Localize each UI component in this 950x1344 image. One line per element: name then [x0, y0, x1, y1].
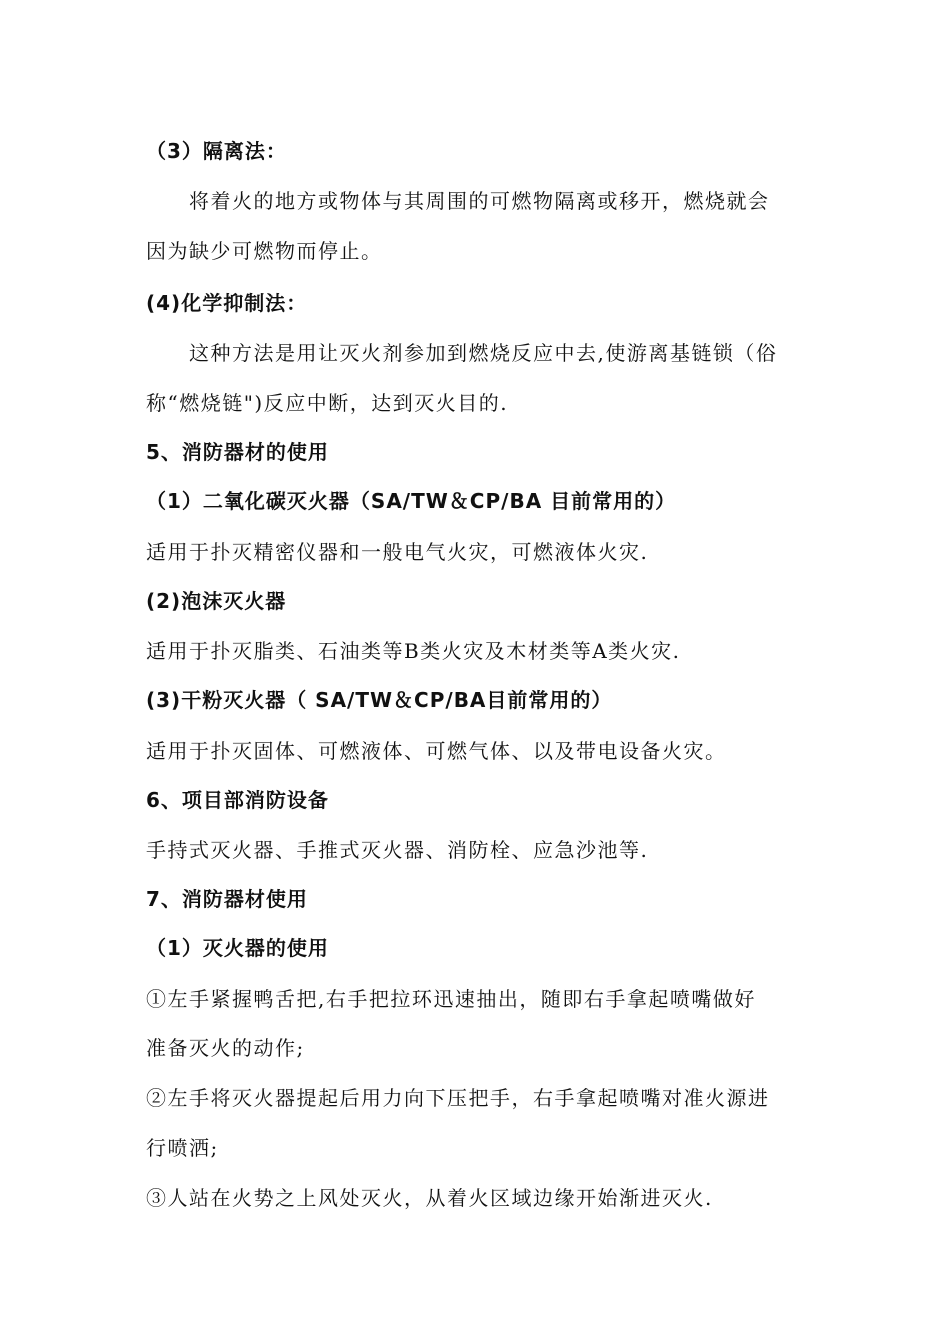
subheading-co2-extinguisher: （1）二氧化碳灭火器（SA/TW＆CP/BA 目前常用的） — [146, 489, 677, 513]
section-heading-6: 6、项目部消防设备 — [146, 788, 329, 812]
list-item: ③人站在火势之上风处灭火，从着火区域边缘开始渐进灭火. — [146, 1186, 713, 1210]
paragraph-line: 适用于扑灭脂类、石油类等B类火灾及木材类等A类火灾. — [146, 639, 681, 663]
subheading-foam-extinguisher: (2)泡沫灭火器 — [146, 589, 287, 613]
subheading-dry-powder-extinguisher: (3)干粉灭火器（ SA/TW＆CP/BA目前常用的） — [146, 688, 613, 712]
paragraph-line: 适用于扑灭精密仪器和一般电气火灾，可燃液体火灾. — [146, 540, 649, 564]
subheading-chemical-suppression: (4)化学抑制法： — [146, 291, 308, 315]
paragraph-line: 适用于扑灭固体、可燃液体、可燃气体、以及带电设备火灾。 — [146, 739, 727, 763]
subheading-extinguisher-use: （1）灭火器的使用 — [146, 936, 329, 960]
section-heading-7: 7、消防器材使用 — [146, 887, 308, 911]
section-heading-5: 5、消防器材的使用 — [146, 440, 329, 464]
list-item-continuation: 准备灭火的动作; — [146, 1036, 305, 1060]
paragraph-line: 将着火的地方或物体与其周围的可燃物隔离或移开，燃烧就会 — [189, 189, 770, 213]
paragraph-line: 因为缺少可燃物而停止。 — [146, 239, 383, 263]
list-item-continuation: 行喷洒; — [146, 1136, 219, 1160]
paragraph-line: 称“燃烧链")反应中断，达到灭火目的. — [146, 391, 509, 415]
paragraph-line: 这种方法是用让灭火剂参加到燃烧反应中去,使游离基链锁（俗 — [189, 341, 778, 365]
list-item: ①左手紧握鸭舌把,右手把拉环迅速抽出，随即右手拿起喷嘴做好 — [146, 987, 756, 1011]
list-item: ②左手将灭火器提起后用力向下压把手，右手拿起喷嘴对准火源进 — [146, 1086, 770, 1110]
subheading-isolation-method: （3）隔离法： — [146, 139, 287, 163]
paragraph-line: 手持式灭火器、手推式灭火器、消防栓、应急沙池等. — [146, 838, 649, 862]
